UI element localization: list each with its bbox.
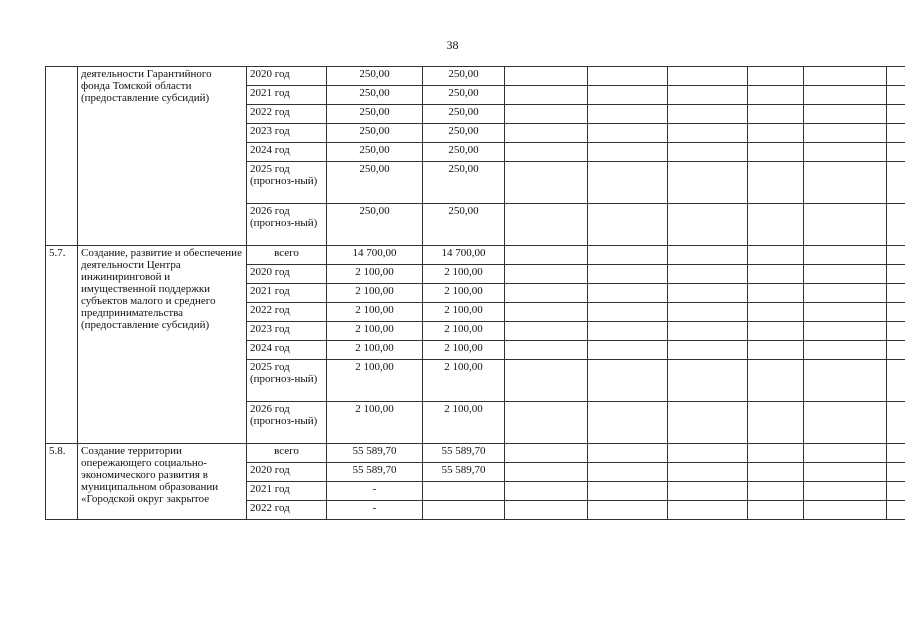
value-cell: 250,00 [423, 162, 505, 204]
year-cell: всего [247, 246, 327, 265]
empty-cell [887, 322, 905, 341]
empty-cell [804, 204, 887, 246]
empty-cell [804, 284, 887, 303]
empty-cell [505, 86, 588, 105]
total-cell: 2 100,00 [327, 322, 423, 341]
empty-cell [505, 265, 588, 284]
empty-cell [668, 402, 748, 444]
empty-cell [748, 341, 804, 360]
empty-cell [887, 402, 905, 444]
empty-cell [887, 501, 905, 520]
empty-cell [748, 105, 804, 124]
empty-cell [668, 204, 748, 246]
empty-cell [668, 303, 748, 322]
empty-cell [588, 303, 668, 322]
total-cell: 250,00 [327, 67, 423, 86]
empty-cell [668, 463, 748, 482]
total-cell: 250,00 [327, 204, 423, 246]
value-cell: 2 100,00 [423, 341, 505, 360]
year-cell: 2025 год (прогноз-ный) [247, 162, 327, 204]
empty-cell [668, 105, 748, 124]
empty-cell [588, 402, 668, 444]
empty-cell [668, 246, 748, 265]
empty-cell [887, 265, 905, 284]
value-cell: 55 589,70 [423, 444, 505, 463]
empty-cell [804, 105, 887, 124]
value-cell: 55 589,70 [423, 463, 505, 482]
value-cell: 250,00 [423, 67, 505, 86]
empty-cell [887, 124, 905, 143]
value-cell: 250,00 [423, 143, 505, 162]
total-cell: - [327, 482, 423, 501]
value-cell: 2 100,00 [423, 402, 505, 444]
table-row [46, 246, 905, 265]
empty-cell [588, 67, 668, 86]
item-description: Создание, развитие и обеспечение деятельности Центра инжиниринговой и имущественной поддержки субъектов малого и среднего предпринимательства (предоставление субсидий) [78, 246, 247, 444]
empty-cell [804, 265, 887, 284]
year-cell: 2022 год [247, 303, 327, 322]
value-cell: 250,00 [423, 124, 505, 143]
empty-cell [588, 322, 668, 341]
empty-cell [804, 482, 887, 501]
total-cell: 250,00 [327, 86, 423, 105]
empty-cell [887, 246, 905, 265]
empty-cell [588, 246, 668, 265]
empty-cell [668, 482, 748, 501]
empty-cell [505, 162, 588, 204]
empty-cell [804, 303, 887, 322]
empty-cell [668, 143, 748, 162]
year-cell: 2024 год [247, 143, 327, 162]
empty-cell [505, 322, 588, 341]
year-cell: 2023 год [247, 124, 327, 143]
total-cell: 250,00 [327, 162, 423, 204]
empty-cell [748, 143, 804, 162]
empty-cell [887, 204, 905, 246]
empty-cell [505, 482, 588, 501]
empty-cell [668, 284, 748, 303]
total-cell: 250,00 [327, 124, 423, 143]
empty-cell [668, 124, 748, 143]
year-cell: 2023 год [247, 322, 327, 341]
value-cell: 2 100,00 [423, 265, 505, 284]
total-cell: 2 100,00 [327, 360, 423, 402]
empty-cell [588, 463, 668, 482]
empty-cell [887, 463, 905, 482]
empty-cell [748, 246, 804, 265]
total-cell: 2 100,00 [327, 402, 423, 444]
empty-cell [505, 341, 588, 360]
year-cell: 2020 год [247, 265, 327, 284]
empty-cell [748, 360, 804, 402]
empty-cell [668, 322, 748, 341]
empty-cell [505, 360, 588, 402]
empty-cell [588, 86, 668, 105]
empty-cell [668, 501, 748, 520]
year-cell: 2021 год [247, 284, 327, 303]
empty-cell [748, 303, 804, 322]
value-cell: 250,00 [423, 105, 505, 124]
empty-cell [748, 482, 804, 501]
item-description: деятельности Гарантийного фонда Томской области (предоставление субсидий) [78, 67, 247, 246]
empty-cell [748, 402, 804, 444]
empty-cell [588, 105, 668, 124]
empty-cell [748, 463, 804, 482]
total-cell: 2 100,00 [327, 303, 423, 322]
empty-cell [588, 444, 668, 463]
empty-cell [748, 501, 804, 520]
empty-cell [668, 444, 748, 463]
table-row [46, 67, 905, 86]
budget-table [45, 66, 905, 520]
empty-cell [505, 501, 588, 520]
empty-cell [748, 444, 804, 463]
empty-cell [804, 143, 887, 162]
year-cell: 2020 год [247, 67, 327, 86]
empty-cell [887, 162, 905, 204]
year-cell: 2020 год [247, 463, 327, 482]
empty-cell [505, 303, 588, 322]
year-cell: 2024 год [247, 341, 327, 360]
empty-cell [804, 501, 887, 520]
total-cell: 2 100,00 [327, 265, 423, 284]
empty-cell [588, 124, 668, 143]
year-cell: 2021 год [247, 86, 327, 105]
empty-cell [505, 143, 588, 162]
empty-cell [505, 284, 588, 303]
empty-cell [588, 284, 668, 303]
empty-cell [668, 162, 748, 204]
empty-cell [887, 143, 905, 162]
total-cell: 2 100,00 [327, 341, 423, 360]
empty-cell [668, 86, 748, 105]
empty-cell [668, 360, 748, 402]
year-cell: всего [247, 444, 327, 463]
empty-cell [804, 124, 887, 143]
empty-cell [887, 67, 905, 86]
item-number: 5.7. [46, 246, 78, 444]
year-cell: 2026 год (прогноз-ный) [247, 402, 327, 444]
item-number [46, 67, 78, 246]
empty-cell [748, 322, 804, 341]
empty-cell [668, 341, 748, 360]
year-cell: 2025 год (прогноз-ный) [247, 360, 327, 402]
empty-cell [887, 303, 905, 322]
page-number: 38 [446, 38, 459, 52]
empty-cell [748, 124, 804, 143]
empty-cell [588, 162, 668, 204]
empty-cell [505, 402, 588, 444]
empty-cell [588, 482, 668, 501]
year-cell: 2022 год [247, 105, 327, 124]
empty-cell [748, 67, 804, 86]
empty-cell [748, 162, 804, 204]
empty-cell [505, 67, 588, 86]
table-row [46, 444, 905, 463]
empty-cell [748, 265, 804, 284]
empty-cell [588, 143, 668, 162]
empty-cell [588, 265, 668, 284]
empty-cell [588, 341, 668, 360]
empty-cell [804, 322, 887, 341]
empty-cell [748, 204, 804, 246]
empty-cell [804, 86, 887, 105]
empty-cell [887, 360, 905, 402]
empty-cell [505, 463, 588, 482]
empty-cell [588, 204, 668, 246]
empty-cell [588, 501, 668, 520]
total-cell: - [327, 501, 423, 520]
value-cell: 250,00 [423, 204, 505, 246]
empty-cell [887, 284, 905, 303]
total-cell: 2 100,00 [327, 284, 423, 303]
value-cell: 250,00 [423, 86, 505, 105]
empty-cell [505, 105, 588, 124]
value-cell: 2 100,00 [423, 360, 505, 402]
empty-cell [588, 360, 668, 402]
empty-cell [668, 67, 748, 86]
value-cell: 2 100,00 [423, 303, 505, 322]
value-cell: 14 700,00 [423, 246, 505, 265]
empty-cell [505, 246, 588, 265]
empty-cell [804, 246, 887, 265]
empty-cell [804, 463, 887, 482]
total-cell: 55 589,70 [327, 444, 423, 463]
empty-cell [887, 482, 905, 501]
empty-cell [748, 86, 804, 105]
empty-cell [804, 162, 887, 204]
empty-cell [804, 444, 887, 463]
empty-cell [804, 360, 887, 402]
total-cell: 250,00 [327, 143, 423, 162]
empty-cell [505, 204, 588, 246]
empty-cell [748, 284, 804, 303]
table-body [46, 67, 905, 520]
item-description: Создание территории опережающего социально-экономического развития в муниципальном образовании «Городской округ закрытое [78, 444, 247, 520]
empty-cell [804, 341, 887, 360]
empty-cell [887, 444, 905, 463]
empty-cell [804, 67, 887, 86]
value-cell [423, 482, 505, 501]
item-number: 5.8. [46, 444, 78, 520]
empty-cell [668, 265, 748, 284]
value-cell [423, 501, 505, 520]
total-cell: 55 589,70 [327, 463, 423, 482]
value-cell: 2 100,00 [423, 322, 505, 341]
year-cell: 2021 год [247, 482, 327, 501]
year-cell: 2022 год [247, 501, 327, 520]
empty-cell [887, 105, 905, 124]
year-cell: 2026 год (прогноз-ный) [247, 204, 327, 246]
total-cell: 250,00 [327, 105, 423, 124]
empty-cell [505, 124, 588, 143]
total-cell: 14 700,00 [327, 246, 423, 265]
empty-cell [804, 402, 887, 444]
empty-cell [887, 86, 905, 105]
empty-cell [887, 341, 905, 360]
empty-cell [505, 444, 588, 463]
value-cell: 2 100,00 [423, 284, 505, 303]
